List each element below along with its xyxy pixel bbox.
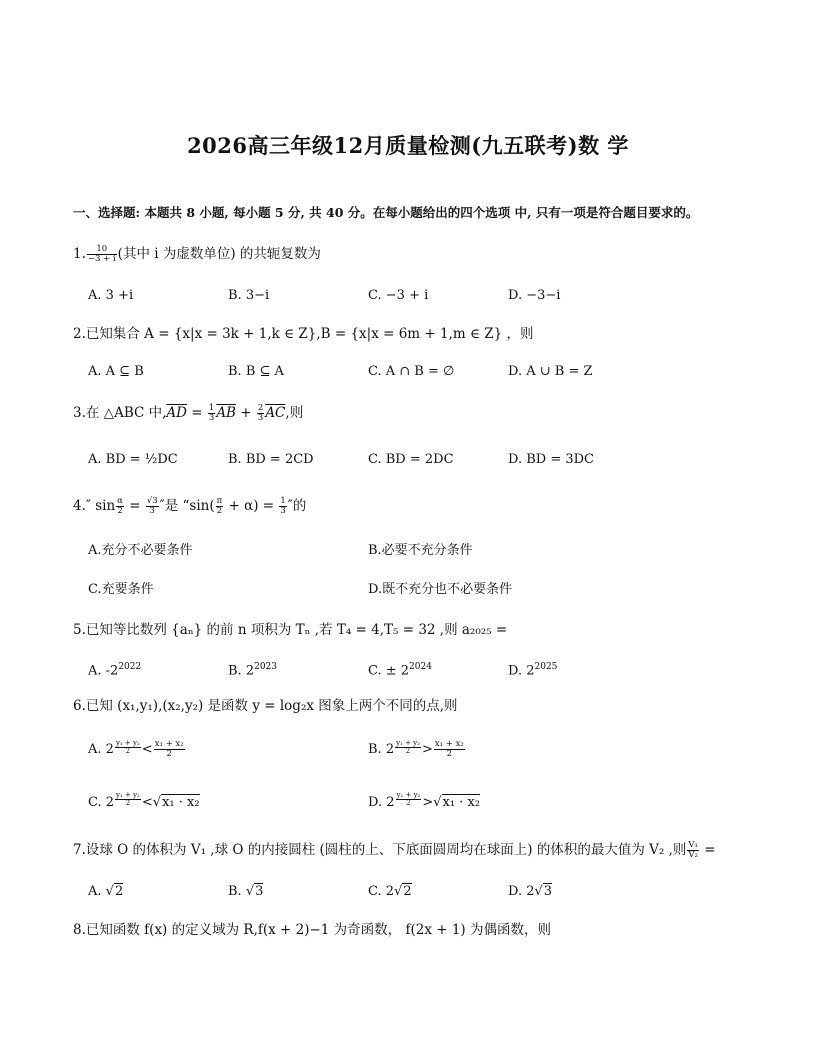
option-d: D. BD = 3DC — [508, 452, 594, 467]
option-d: D. $2^{2025}$ — [508, 662, 558, 679]
fraction: $\frac{√3}{3}$ — [146, 496, 158, 516]
option-b: B. 2 $^{\frac{\text{y₁ + y₂}}{2}}$ > $\frac{\text{x₁ + x₂}}{2}$ — [368, 739, 464, 759]
question-6-stem: 6.已知 (x₁,y₁),(x₂,y₂) 是函数 y = log₂x 图象上两个不同的点,则 — [73, 698, 458, 714]
option-c: C. 2√2 — [368, 884, 412, 899]
question-5-stem: 5.已知等比数列 {aₙ} 的前 n 项积为 Tₙ ,若 T₄ = 4,T₅ = 32 ,则 a₂₀₂₅ = — [73, 622, 508, 638]
exponent-fraction: y₁ + y₂ 2 — [115, 739, 140, 755]
fraction: $\frac{1}{3}$ — [280, 496, 286, 516]
question-8-stem: 8.已知函数 f(x) 的定义域为 R,f(x + 2)−1 为奇函数， f(2x + 1) 为偶函数，则 — [73, 922, 551, 938]
option-d: D. A ∪ B = Z — [508, 364, 593, 379]
option-a: A. 3 +i — [88, 288, 134, 303]
fraction: $\frac{\text{V₁}}{\text{V₂}}$ — [688, 840, 698, 860]
option-b: B. √3 — [228, 884, 264, 899]
question-number: 8. — [73, 922, 86, 938]
exponent-fraction: y₁ + y₂ 2 — [396, 791, 421, 807]
option-b: B. B ⊆ A — [228, 364, 284, 379]
fraction: $\frac{\pi}{2}$ — [216, 496, 223, 516]
question-1-stem: 1. $\frac{10}{-3 + i}$ (其中 i 为虚数单位) 的共轭复数为 — [73, 244, 321, 264]
option-a: A. √2 — [88, 884, 124, 899]
option-b: B. 3−i — [228, 288, 270, 303]
option-b: B.必要不充分条件 — [368, 543, 473, 558]
fraction: $\frac{2}{3}$ — [257, 403, 264, 423]
fraction: $\frac{10}{-3 + i}$ — [87, 244, 116, 264]
question-number: 1. — [73, 246, 86, 262]
option-d: D. 2 $^{\frac{\text{y₁ + y₂}}{2}}$ >√x₁ · x₂ — [368, 791, 481, 810]
option-a: A. BD = ½DC — [88, 452, 178, 467]
option-d: D. −3−i — [508, 288, 561, 303]
fraction: $\frac{\alpha}{2}$ — [117, 496, 123, 516]
option-c: C. A ∩ B = ∅ — [368, 364, 455, 379]
option-c: C. BD = 2DC — [368, 452, 454, 467]
question-number: 5. — [73, 622, 86, 638]
option-b: B. $2^{2023}$ — [228, 662, 277, 679]
page-title: 2026高三年级12月质量检测(九五联考)数 学 — [187, 133, 629, 158]
option-c: C.充要条件 — [88, 582, 154, 597]
question-3-stem: 3.在 △ABC 中$,\overline{AD}$ = $\frac{1}{3}$ $\overline{AB}$ + $\frac{2}{3}$ $\overline{AC}$,则 — [73, 403, 304, 423]
option-a: A. A ⊆ B — [88, 364, 144, 379]
option-b: B. BD = 2CD — [228, 452, 314, 467]
question-2-stem: 2.已知集合 A = {x|x = 3k + 1,k ∈ Z},B = {x|x = 6m + 1,m ∈ Z} ，则 — [73, 326, 534, 342]
fraction: $\frac{1}{3}$ — [208, 403, 215, 423]
question-number: 7. — [73, 842, 86, 858]
option-c: C. −3 + i — [368, 288, 429, 303]
question-number: 2. — [73, 326, 86, 342]
option-c: C. ± $2^{2024}$ — [368, 662, 432, 679]
fraction: $\frac{\text{x₁ + x₂}}{2}$ — [434, 739, 464, 759]
fraction: $\frac{\text{x₁ + x₂}}{2}$ — [154, 739, 184, 759]
option-a: A. 2 $^{\frac{\text{y₁ + y₂}}{2}}$ < $\frac{\text{x₁ + x₂}}{2}$ — [88, 739, 184, 759]
exponent-fraction: y₁ + y₂ 2 — [396, 739, 420, 755]
option-c: C. 2 $^{\frac{\text{y₁ + y₂}}{2}}$ <√x₁ · x₂ — [88, 791, 200, 810]
section-heading: 一、选择题: 本题共 8 小题, 每小题 5 分, 共 40 分。在每小题给出的四个选项 中, 只有一项是符合题目要求的。 — [73, 205, 699, 220]
option-d: D. 2√3 — [508, 884, 553, 899]
question-7-stem: 7.设球 O 的体积为 V₁ ,球 O 的内接圆柱 (圆柱的上、下底面圆周均在球面上) 的体积的最大值为 V₂ ,则 $\frac{\text{V₁}}{\text{V₂}}$ = — [73, 840, 716, 860]
option-a: A.充分不必要条件 — [88, 543, 193, 558]
exponent-fraction: y₁ + y₂ 2 — [116, 791, 140, 807]
option-d: D.既不充分也不必要条件 — [368, 582, 513, 597]
question-number: 3. — [73, 405, 86, 421]
question-number: 6. — [73, 698, 86, 714]
question-4-stem: 4.″ sin $\frac{\alpha}{2}$ = $\frac{√3}{3}$ ″是 “sin( $\frac{\pi}{2}$ + α) = $\frac{1}{3}$ ″的 — [73, 496, 307, 516]
question-number: 4. — [73, 498, 86, 514]
option-a: A. $-2^{2022}$ — [88, 662, 142, 679]
